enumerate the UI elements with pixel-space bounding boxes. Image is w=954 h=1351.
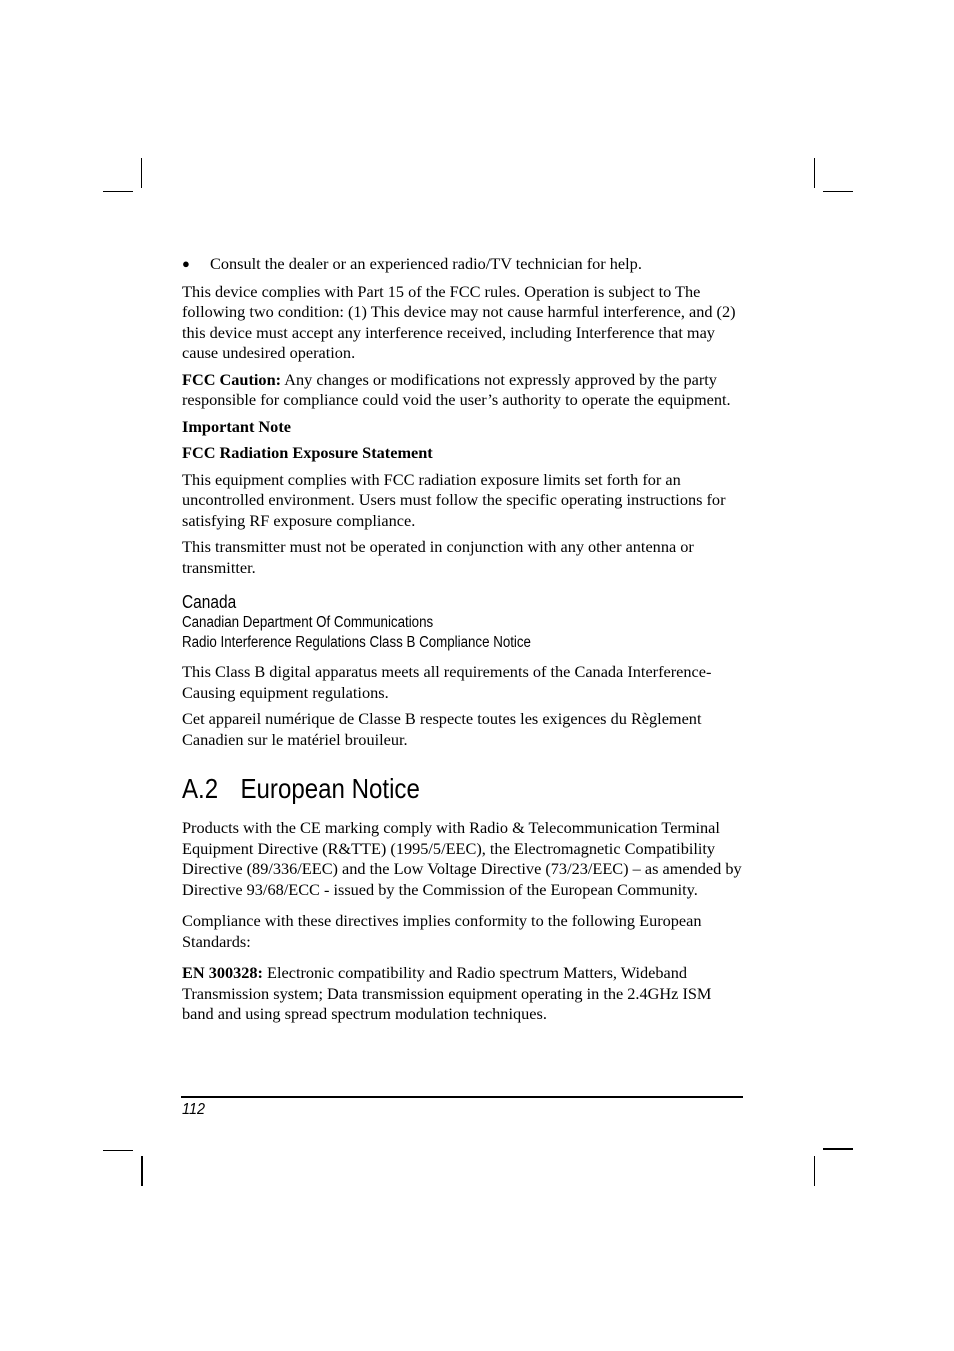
ce-marking-paragraph: Products with the CE marking comply with Radio & Telecommunication Terminal Equipment Directive (R&TTE) (1995/5/EEC), the Electromagnetic Compatibility Directive (89/336/EEC) and the Low Voltage Directive (73/23/EEC) – as amended by Directive 93/68/ECC - issued by the Commission of the European Community. [182, 818, 742, 899]
crop-mark-bottom-left-v [141, 1156, 143, 1186]
section-heading [182, 772, 664, 806]
compliance-paragraph: Compliance with these directives implies conformity to the following European Standards: [182, 911, 702, 951]
crop-mark-top-left-h [103, 191, 133, 192]
crop-mark-top-left-v [141, 158, 142, 188]
crop-mark-bottom-right-v [814, 1156, 815, 1186]
important-note-heading: Important Note [182, 416, 291, 436]
crop-mark-top-right-v [814, 158, 815, 188]
fcc-caution-paragraph [182, 370, 743, 411]
canada-subheading-1: Canadian Department Of Communications [182, 614, 434, 631]
page-number: 112 [182, 1101, 205, 1118]
section-title: European Notice [240, 773, 420, 804]
crop-mark-bottom-right-h [823, 1148, 853, 1150]
crop-mark-top-right-h [823, 191, 853, 192]
canada-paragraph-fr: Cet appareil numérique de Classe B respecte toutes les exigences du Règlement Canadien sur le matériel brouileur. [182, 709, 702, 749]
rf-statement-heading: FCC Radiation Exposure Statement [182, 443, 433, 462]
canada-subheading-2: Radio Interference Regulations Class B Compliance Notice [182, 634, 531, 651]
en300328-text: Electronic compatibility and Radio spectrum Matters, Wideband Transmission system; Data transmission equipment operating in the 2.4GHz ISM band and using spread spectrum modulation techniques. [182, 963, 712, 1023]
fcc-part15-paragraph: This device complies with Part 15 of the FCC rules. Operation is subject to The following two condition: (1) This device may not cause harmful interference, and (2) this device must accept any interference received, including Interference that may cause undesired operation. [182, 281, 736, 362]
bullet-item [182, 254, 743, 275]
rf-limits-paragraph: This equipment complies with FCC radiation exposure limits set forth for an uncontrolled environment. Users must follow the specific operating instructions for satisfying RF exposure compliance. [182, 469, 726, 530]
bullet-text: Consult the dealer or an experienced radio/TV technician for help. [210, 254, 642, 273]
footer-rule [181, 1096, 743, 1098]
fcc-caution-label: FCC Caution: [182, 369, 282, 389]
en300328-paragraph [182, 963, 743, 1025]
canada-heading: Canada [182, 592, 237, 612]
crop-mark-bottom-left-h [103, 1150, 133, 1151]
en300328-label: EN 300328: [182, 963, 263, 982]
section-number: A.2 [182, 773, 219, 804]
fcc-caution-text: Any changes or modifications not expressly approved by the party responsible for compliance could void the user’s authority to operate the equipment. [182, 369, 731, 409]
page-content [182, 254, 743, 1025]
bullet-dot-icon: ● [182, 256, 190, 271]
transmitter-paragraph: This transmitter must not be operated in conjunction with any other antenna or transmitter. [182, 537, 694, 577]
canada-paragraph-en: This Class B digital apparatus meets all requirements of the Canada Interference-Causing equipment regulations. [182, 662, 712, 702]
